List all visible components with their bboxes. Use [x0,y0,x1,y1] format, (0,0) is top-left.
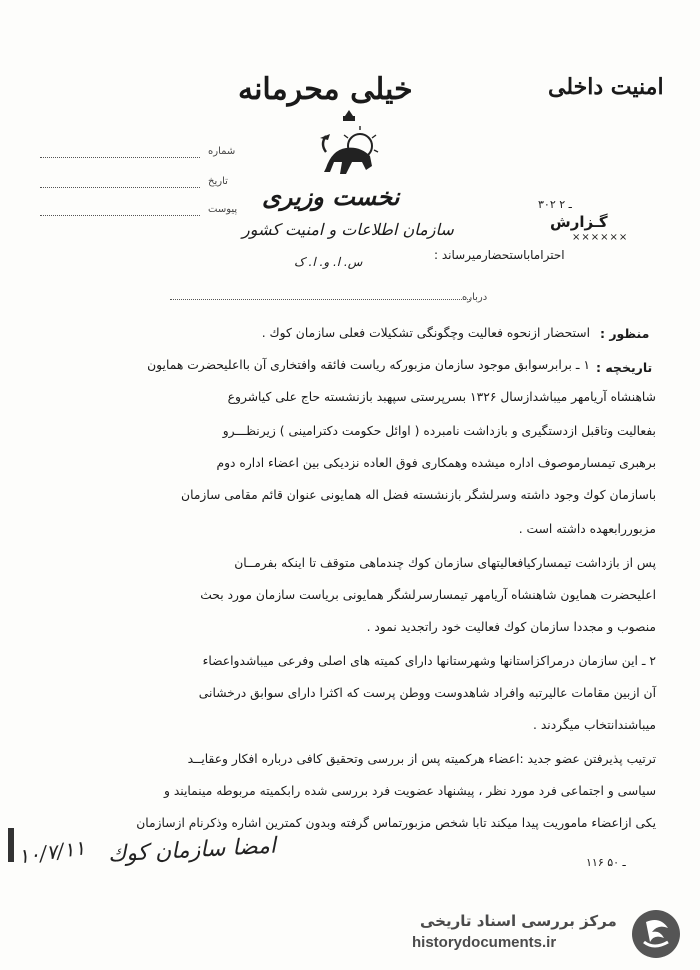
history-label: تاریخچه : [596,360,653,375]
security-tag: امنیت داخلی [548,74,664,100]
handwritten-date: ۱۰/۷/۱۱ [16,835,87,869]
organization-name: سازمان اطلاعات و امنیت کشور [242,220,454,239]
body-line: بفعالیت وتاقبل ازدستگیری و بازداشت نامبرده ( اوائل حکومت دکترامینی ) زیرنظـــرو [222,424,656,438]
attachment-dots [40,214,200,216]
body-line: ۲ ـ این سازمان درمراکزاستانها وشهرستانها دارای کمیته های اصلی وفرعی میباشدواعضاء [202,654,656,668]
attachment-label: پیوست [208,204,238,215]
lion-and-sun-emblem-icon [312,108,386,190]
subject-label: درباره [462,292,488,303]
body-line: مزبوررابعهده داشته است . [518,522,656,536]
watermark-url: historydocuments.ir [412,934,557,951]
watermark-center-name: مرکز بررسی اسناد تاریخی [420,912,617,930]
body-line: ۱ ـ برابرسوابق موجود سازمان مزبورکه ریاست فائقه وافتخاری آن بااعلیحضرت همایون [147,358,590,372]
body-line: میباشندانتخاب میگردند . [533,718,656,732]
body-line: ترتیب پذیرفتن عضو جدید :اعضاء هرکمیته پس از بررسی وتحقیق کافی درباره افکار وعقایــد [187,752,656,766]
salutation: احتراماباستحضارمیرساند : [434,248,565,262]
reference-code: س. ا. و. ا. ک [294,255,363,269]
date-dots [40,186,200,188]
margin-mark [8,828,14,862]
signature: امضا سازمان کوك [107,833,277,868]
report-stars: ×××××× [572,232,629,243]
body-line: برهبری تیمسارموصوف اداره میشده وهمکاری فوق العاده نزدیکی بین اعضاء اداره دوم [216,456,656,470]
number-label: شماره [208,146,236,157]
purpose-text: استحضار ازنحوه فعالیت وچگونگی تشکیلات فعلی سازمان کوك . [261,326,590,340]
number-dots [40,156,200,158]
body-line: سیاسی و اجتماعی فرد مورد نظر ، پیشنهاد عضویت فرد بررسی شده رابکمیته مربوطه مینمایند و [163,784,656,798]
date-label: تاریخ [208,176,228,187]
body-line: یکی ازاعضاء ماموریت پیدا میکند تابا شخص مزبورتماس گرفته وبدون کمترین اشاره وذکرنام ازسازمان [136,816,656,830]
subject-dots [170,298,470,300]
report-title: گـزارش [550,213,608,231]
body-line: شاهنشاه آریامهر میباشدازسال ۱۳۲۶ بسرپرستی سپهبد بازنشسته حاج علی کیاشروع [227,390,656,404]
body-line: باسازمان کوك وجود داشته وسرلشگر بازنشسته فضل اله همایونی عنوان قائم مقامی سازمان [181,488,656,502]
body-line: منصوب و مجددا سازمان کوك فعالیت خود راتجدید نمود . [366,620,656,634]
ministry-title: نخست وزیری [262,182,400,211]
page-code: ۱۱۶ ـ ۵۰ [586,856,626,869]
body-line: پس از بازداشت تیمسارکیافعالیتهای سازمان کوك چندماهی متوقف تا اینکه بفرمــان [234,556,656,570]
body-line: آن ازبین مقامات عالیرتبه وافراد شاهدوست ووطن پرست که اکثرا دارای سوابق درخشانی [198,686,656,700]
archive-logo-icon [628,906,684,962]
report-number: ۳۰۲ ـ ۲ [538,198,572,211]
purpose-label: منظور : [600,326,650,341]
classification-stamp: خیلی محرمانه [238,72,413,107]
body-line: اعلیحضرت همایون شاهنشاه آریامهر تیمسارسرلشگر همایونی بریاست سازمان مورد بحث [200,588,656,602]
